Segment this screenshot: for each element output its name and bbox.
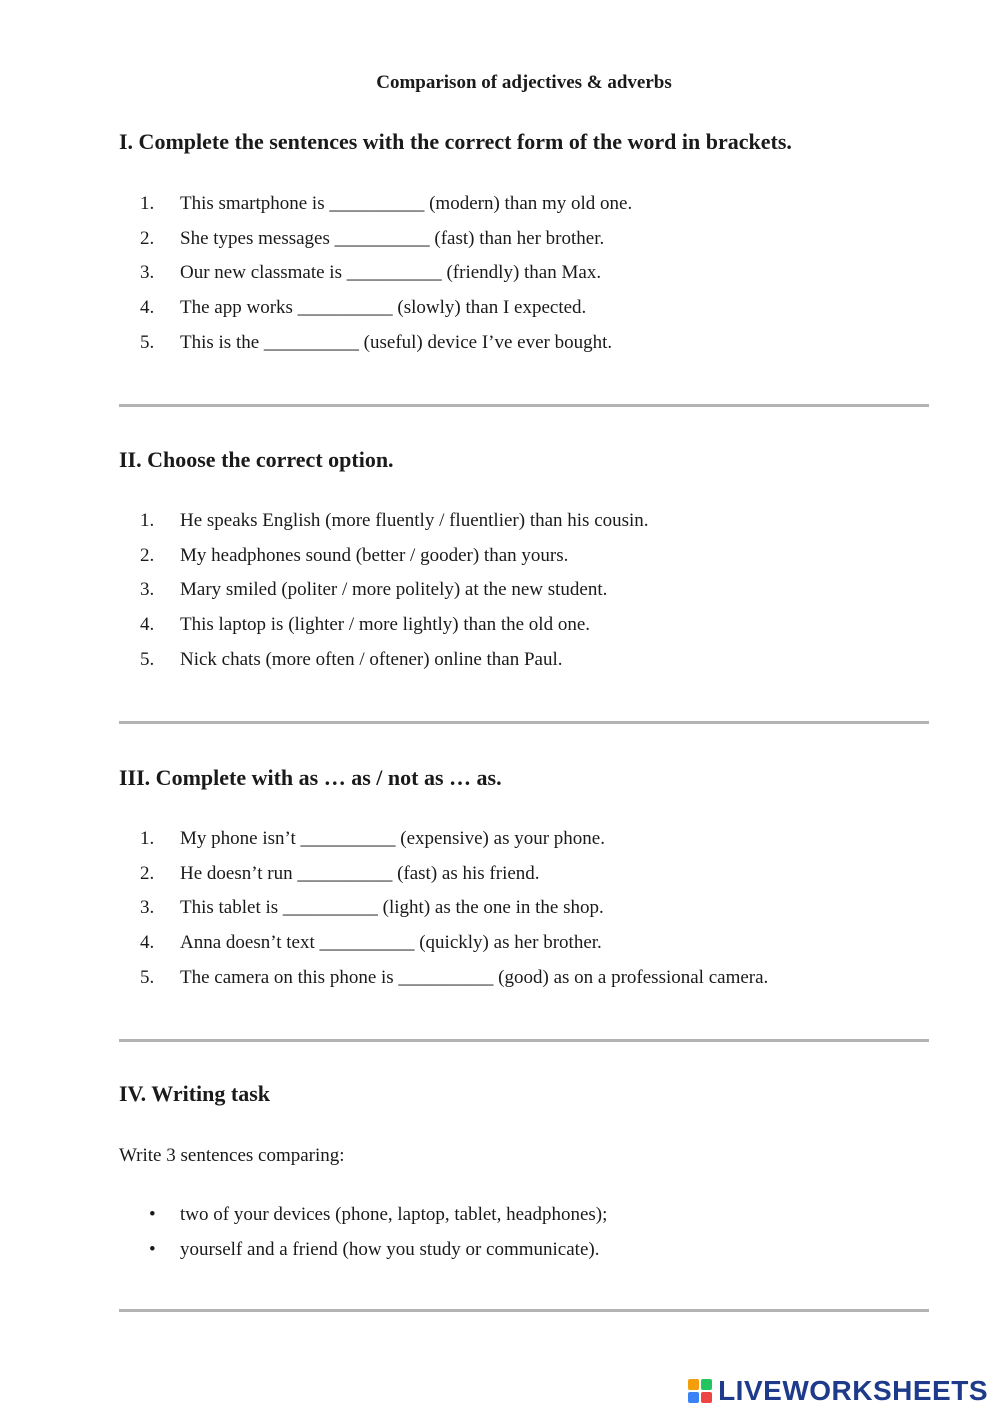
item-text: My headphones sound (better / gooder) than yours.: [180, 544, 569, 566]
item-text: yourself and a friend (how you study or communicate).: [180, 1238, 600, 1260]
list-item: [140, 891, 768, 926]
item-number: 5.: [140, 331, 155, 353]
item-number: 4.: [140, 614, 155, 636]
bullet-icon: •: [149, 1238, 156, 1260]
item-text: This tablet is __________ (light) as the one in the shop.: [180, 897, 604, 919]
bullet-icon: •: [149, 1204, 156, 1225]
section-divider: [119, 404, 929, 407]
list-item: [140, 1233, 607, 1268]
item-text: Nick chats (more often / oftener) online than Paul.: [180, 648, 563, 670]
section-3-heading: III. Complete with as … as / not as … as.: [119, 765, 502, 790]
item-text: He doesn’t run __________ (fast) as his friend.: [180, 862, 540, 884]
logo-tile: [701, 1379, 712, 1390]
item-text: two of your devices (phone, laptop, tablet, headphones);: [180, 1204, 608, 1225]
section-3-list: [140, 822, 768, 995]
list-item: [140, 326, 632, 361]
item-text: The camera on this phone is __________ (good) as on a professional camera.: [180, 966, 769, 988]
item-number: 1.: [140, 510, 155, 531]
logo-tile: [701, 1392, 712, 1403]
item-number: 3.: [140, 262, 155, 284]
writing-instruction: Write 3 sentences comparing:: [119, 1145, 345, 1166]
logo-text: LIVEWORKSHEETS: [718, 1375, 988, 1406]
item-number: 1.: [140, 828, 155, 849]
item-text: This is the __________ (useful) device I’ve ever bought.: [180, 331, 613, 353]
liveworksheets-logo[interactable]: [688, 1374, 988, 1408]
section-divider: [119, 1039, 929, 1042]
item-text: She types messages __________ (fast) than her brother.: [180, 227, 605, 249]
item-text: This laptop is (lighter / more lightly) than the old one.: [180, 614, 591, 636]
item-text: Mary smiled (politer / more politely) at the new student.: [180, 579, 608, 601]
worksheet-title: Comparison of adjectives & adverbs: [376, 72, 672, 93]
item-number: 3.: [140, 897, 155, 919]
item-text: My phone isn’t __________ (expensive) as your phone.: [180, 828, 605, 849]
item-number: 4.: [140, 297, 155, 319]
list-item: [140, 926, 768, 961]
list-item: [140, 504, 649, 539]
list-item: [140, 291, 632, 326]
section-1-list: [140, 187, 632, 360]
item-text: Anna doesn’t text __________ (quickly) as her brother.: [180, 932, 602, 954]
item-number: 5.: [140, 648, 155, 670]
logo-tile: [688, 1379, 699, 1390]
list-item: [140, 1198, 607, 1233]
item-number: 4.: [140, 932, 155, 954]
section-4-heading: IV. Writing task: [119, 1081, 270, 1106]
list-item: [140, 643, 649, 678]
section-divider: [119, 1309, 929, 1312]
item-text: Our new classmate is __________ (friendly) than Max.: [180, 262, 602, 284]
item-text: The app works __________ (slowly) than I expected.: [180, 297, 587, 319]
section-1-heading: I. Complete the sentences with the correct form of the word in brackets.: [119, 129, 792, 154]
item-number: 1.: [140, 193, 155, 214]
item-number: 3.: [140, 579, 155, 601]
section-2-heading: II. Choose the correct option.: [119, 447, 394, 472]
writing-bullet-list: [140, 1198, 607, 1267]
list-item: [140, 187, 632, 222]
list-item: [140, 608, 649, 643]
item-text: He speaks English (more fluently / fluentlier) than his cousin.: [180, 510, 649, 531]
section-divider: [119, 721, 929, 724]
list-item: [140, 222, 632, 257]
item-number: 5.: [140, 966, 155, 988]
section-2-list: [140, 504, 649, 677]
list-item: [140, 573, 649, 608]
item-text: This smartphone is __________ (modern) than my old one.: [180, 193, 633, 214]
item-number: 2.: [140, 862, 155, 884]
list-item: [140, 256, 632, 291]
list-item: [140, 539, 649, 574]
list-item: [140, 822, 768, 857]
logo-tile: [688, 1392, 699, 1403]
item-number: 2.: [140, 227, 155, 249]
list-item: [140, 961, 768, 996]
item-number: 2.: [140, 544, 155, 566]
liveworksheets-logo-icon: [688, 1379, 712, 1403]
list-item: [140, 857, 768, 892]
